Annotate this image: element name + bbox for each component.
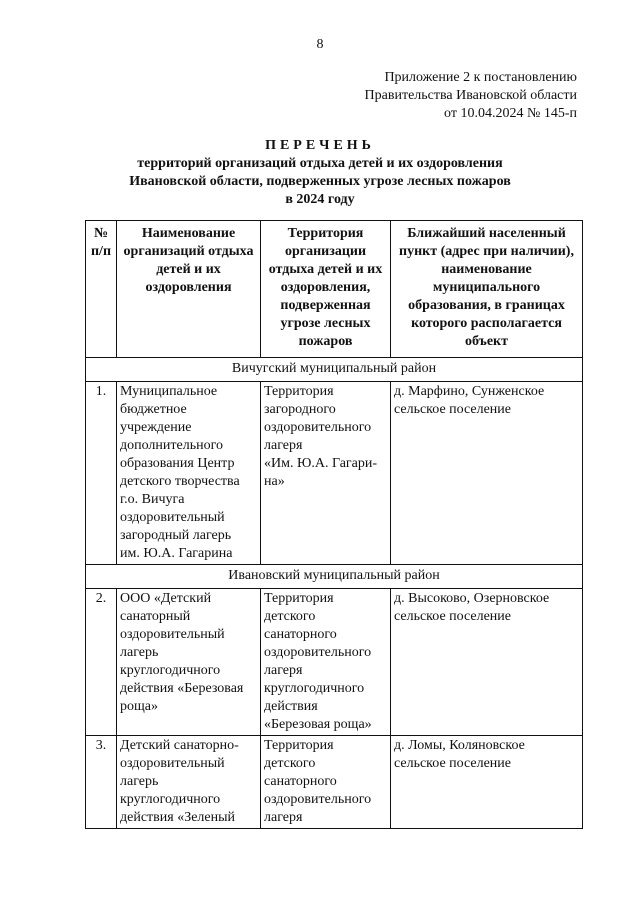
settlement-name: д. Высоково, Озерновское сельское поселение: [391, 589, 583, 736]
row-number: 1.: [86, 382, 117, 565]
camps-table: [85, 220, 583, 829]
appendix-line-1: Приложение 2 к постановлению: [384, 70, 577, 85]
row-number: 2.: [86, 589, 117, 736]
page-number: 8: [316, 37, 324, 52]
organization-name: ООО «Детский санаторный оздоровительный лагерь круглогодичного действия «Березовая роща»: [117, 589, 261, 736]
document-heading: [0, 137, 640, 209]
organization-name: Детский санаторно- оздоровительный лагерь круглогодичного действия «Зеленый: [117, 736, 261, 829]
table-row: [86, 589, 583, 736]
row-number: 3.: [86, 736, 117, 829]
table-row: [86, 736, 583, 829]
territory-name: Территория детского санаторного оздоровительного лагеря круглогодичного действия «Березовая роща»: [261, 589, 391, 736]
header-organization: Наименование организаций отдыха детей и их оздоровления: [117, 221, 261, 358]
appendix-note: [365, 69, 577, 123]
organization-name: Муниципальное бюджетное учреждение дополнительного образования Центр детского творчества г.о. Вичуга оздоровительный загородный лагерь им. Ю.А. Гагарина: [117, 382, 261, 565]
appendix-line-3: от 10.04.2024 № 145-п: [444, 106, 577, 121]
header-territory: Территория организации отдыха детей и их оздоровления, подверженная угрозе лесных пожаров: [261, 221, 391, 358]
settlement-name: д. Марфино, Сунженское сельское поселение: [391, 382, 583, 565]
table-row: [86, 382, 583, 565]
settlement-name: д. Ломы, Коляновское сельское поселение: [391, 736, 583, 829]
territory-name: Территория загородного оздоровительного лагеря «Им. Ю.А. Гагари- на»: [261, 382, 391, 565]
region-name: Вичугский муниципальный район: [86, 358, 583, 382]
document-title: ПЕРЕЧЕНЬ: [265, 138, 375, 153]
region-row: [86, 565, 583, 589]
region-name: Ивановский муниципальный район: [86, 565, 583, 589]
territory-name: Территория детского санаторного оздоровительного лагеря: [261, 736, 391, 829]
region-row: [86, 358, 583, 382]
header-settlement: Ближайший населенный пункт (адрес при наличии), наименование муниципального образования, в границах которого располагается объект: [391, 221, 583, 358]
document-subtitle: территорий организаций отдыха детей и их оздоровления Ивановской области, подверженных угрозе лесных пожаров в 2024 году: [129, 156, 511, 207]
table-header-row: [86, 221, 583, 358]
header-number: № п/п: [86, 221, 117, 358]
appendix-line-2: Правительства Ивановской области: [364, 88, 577, 103]
